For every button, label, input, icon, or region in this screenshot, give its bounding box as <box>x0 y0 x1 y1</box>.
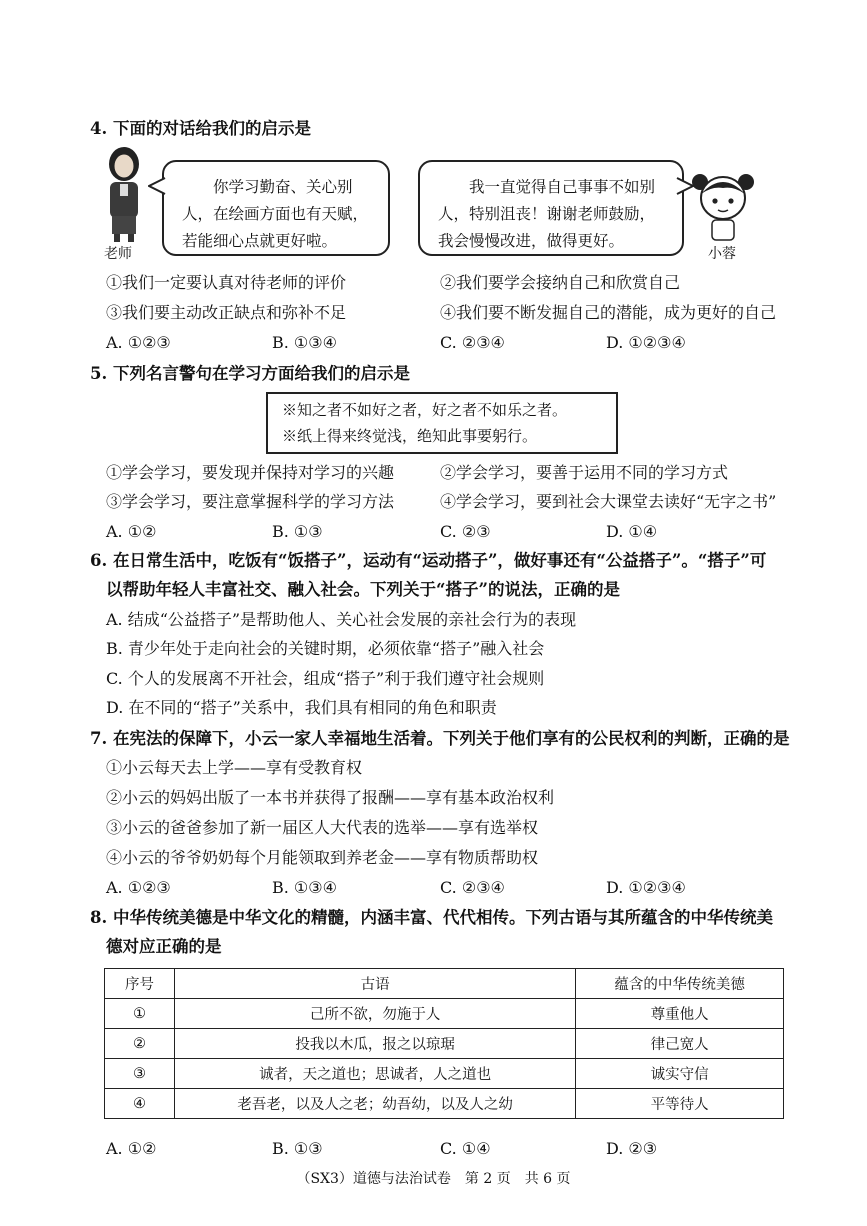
table-header-cell: 蕴含的中华传统美德 <box>576 969 784 999</box>
q8-option-a: A. ①② <box>106 1139 157 1158</box>
table-row <box>105 1059 784 1089</box>
student-label: 小蓉 <box>708 246 736 262</box>
q7-option-d: D. ①②③④ <box>606 878 686 897</box>
q5-quote-box <box>266 392 618 454</box>
q7-option-b: B. ①③④ <box>272 878 337 897</box>
q8-table <box>104 968 784 1119</box>
q6-stem-line-1: 6. 在日常生活中，吃饭有“饭搭子”，运动有“运动搭子”，做好事还有“公益搭子”。“搭子”可 <box>90 551 767 570</box>
student-speech-bubble <box>418 160 684 256</box>
q4-option-b: B. ①③④ <box>272 333 337 352</box>
q5-quote-2: ※纸上得来终觉浅，绝知此事要躬行。 <box>282 427 538 445</box>
table-header-cell: 序号 <box>105 969 175 999</box>
q7-item-4: ④小云的爷爷奶奶每个月能领取到养老金——享有物质帮助权 <box>106 848 539 867</box>
q5-item-3: ③学会学习，要注意掌握科学的学习方法 <box>106 492 395 511</box>
q4-option-c: C. ②③④ <box>440 333 505 352</box>
q5-quote-1: ※知之者不如好之者，好之者不如乐之者。 <box>282 401 568 419</box>
q6-option-c: C. 个人的发展离不开社会，组成“搭子”利于我们遵守社会规则 <box>106 669 545 688</box>
q7-item-3: ③小云的爸爸参加了新一届区人大代表的选举——享有选举权 <box>106 818 539 837</box>
q8-option-d: D. ②③ <box>606 1139 658 1158</box>
q7-option-a: A. ①②③ <box>106 878 171 897</box>
table-cell: 老吾老，以及人之老；幼吾幼，以及人之幼 <box>174 1089 575 1119</box>
q8-option-c: C. ①④ <box>440 1139 491 1158</box>
q8-option-b: B. ①③ <box>272 1139 323 1158</box>
q5-item-4: ④学会学习，要到社会大课堂去读好“无字之书” <box>440 492 777 511</box>
table-cell: ② <box>105 1029 175 1059</box>
q5-item-1: ①学会学习，要发现并保持对学习的兴趣 <box>106 463 395 482</box>
q4-option-a: A. ①②③ <box>106 333 171 352</box>
teacher-speech: 你学习勤奋、关心别人，在绘画方面也有天赋，若能细心点就更好啦。 <box>182 178 369 250</box>
q4-item-3: ③我们要主动改正缺点和弥补不足 <box>106 303 347 322</box>
teacher-speech-bubble <box>162 160 390 256</box>
q4-item-2: ②我们要学会接纳自己和欣赏自己 <box>440 273 681 292</box>
table-header-row <box>105 969 784 999</box>
table-row <box>105 999 784 1029</box>
table-header-cell: 古语 <box>174 969 575 999</box>
q6-option-b: B. 青少年处于走向社会的关键时期，必须依靠“搭子”融入社会 <box>106 639 545 658</box>
table-cell: 平等待人 <box>576 1089 784 1119</box>
q5-item-2: ②学会学习，要善于运用不同的学习方式 <box>440 463 729 482</box>
teacher-label: 老师 <box>104 246 132 262</box>
q4-option-d: D. ①②③④ <box>606 333 686 352</box>
q8-stem-line-1: 8. 中华传统美德是中华文化的精髓，内涵丰富、代代相传。下列古语与其所蕴含的中华传统美 <box>90 908 773 927</box>
table-row <box>105 1089 784 1119</box>
table-cell: ① <box>105 999 175 1029</box>
table-row <box>105 1029 784 1059</box>
q7-item-1: ①小云每天去上学——享有受教育权 <box>106 758 363 777</box>
teacher-bubble-tail <box>148 176 166 196</box>
table-cell: 律己宽人 <box>576 1029 784 1059</box>
q5-option-c: C. ②③ <box>440 522 491 541</box>
q4-stem: 4. 下面的对话给我们的启示是 <box>90 119 311 138</box>
student-illustration <box>690 168 756 244</box>
student-speech: 我一直觉得自己事事不如别人，特别沮丧！谢谢老师鼓励，我会慢慢改进，做得更好。 <box>438 178 656 250</box>
q6-option-d: D. 在不同的“搭子”关系中，我们具有相同的角色和职责 <box>106 698 497 717</box>
table-cell: 诚实守信 <box>576 1059 784 1089</box>
q4-item-1: ①我们一定要认真对待老师的评价 <box>106 273 347 292</box>
q7-option-c: C. ②③④ <box>440 878 505 897</box>
q6-stem-line-2: 以帮助年轻人丰富社交、融入社会。下列关于“搭子”的说法，正确的是 <box>106 580 620 599</box>
table-cell: 投我以木瓜，报之以琼琚 <box>174 1029 575 1059</box>
q6-option-a: A. 结成“公益搭子”是帮助他人、关心社会发展的亲社会行为的表现 <box>106 610 577 629</box>
teacher-illustration <box>96 146 152 244</box>
table-cell: 诚者，天之道也；思诚者，人之道也 <box>174 1059 575 1089</box>
q5-option-b: B. ①③ <box>272 522 323 541</box>
q5-option-a: A. ①② <box>106 522 157 541</box>
page-footer: （SX3）道德与法治试卷 第 2 页 共 6 页 <box>296 1171 571 1187</box>
table-cell: ③ <box>105 1059 175 1089</box>
q5-stem: 5. 下列名言警句在学习方面给我们的启示是 <box>90 364 410 383</box>
table-cell: 己所不欲，勿施于人 <box>174 999 575 1029</box>
q7-item-2: ②小云的妈妈出版了一本书并获得了报酬——享有基本政治权利 <box>106 788 555 807</box>
table-cell: ④ <box>105 1089 175 1119</box>
table-cell: 尊重他人 <box>576 999 784 1029</box>
q5-option-d: D. ①④ <box>606 522 658 541</box>
q8-stem-line-2: 德对应正确的是 <box>106 937 222 956</box>
q4-item-4: ④我们要不断发掘自己的潜能，成为更好的自己 <box>440 303 777 322</box>
q7-stem: 7. 在宪法的保障下，小云一家人幸福地生活着。下列关于他们享有的公民权利的判断，正确的是 <box>90 729 790 748</box>
